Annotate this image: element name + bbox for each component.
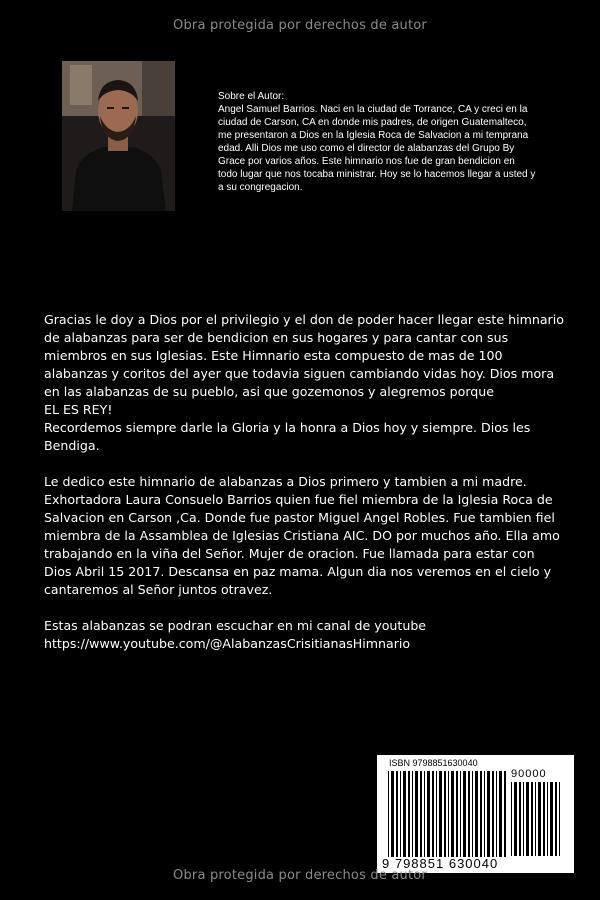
author-photo <box>62 61 175 211</box>
addon-barcode-bars-icon <box>511 782 563 856</box>
back-cover-text <box>44 311 564 653</box>
watermark-top: Obra protegida por derechos de autor <box>173 18 427 33</box>
isbn-barcode <box>377 755 574 873</box>
author-heading: Sobre el Autor: <box>218 91 285 102</box>
isbn-label: ISBN 9798851630040 <box>389 758 478 768</box>
barcode-bars-icon <box>388 771 506 857</box>
price-code: 90000 <box>511 768 547 780</box>
author-bio-text: Angel Samuel Barrios. Naci en la ciudad de Torrance, CA y creci en la ciudad de Carson, CA en donde mis padres, de origen Guatemalteco, me presentaron a Dios en la Iglesia Roca de Salvacion a mi temprana edad. Alli Dios me uso como el director de alabanzas del Grupo By Grace por varios años. Este himnario nos fue de gran bendicion en todo lugar que nos tocaba ministrar. Hoy se lo hacemos llegar a usted y a su congregacion. <box>218 104 536 193</box>
gratitude-emphasis: EL ES REY! <box>44 402 113 417</box>
isbn-digits: 9 798851 630040 <box>382 856 499 871</box>
gratitude-closing: Recordemos siempre darle la Gloria y la honra a Dios hoy y siempre. Dios les Bendiga. <box>44 420 531 453</box>
youtube-link[interactable]: https://www.youtube.com/@AlabanzasCrisitianasHimnario <box>44 636 411 651</box>
author-bio <box>218 90 536 194</box>
gratitude-paragraph: Gracias le doy a Dios por el privilegio y el don de poder hacer llegar este himnario de alabanzas para ser de bendicion en sus hogares y para cantar con sus miembros en sus Iglesias. Este Himnario esta compuesto de mas de 100 alabanzas y coritos del ayer que todavia siguen cambiando vidas hoy. Dios mora en las alabanzas de su pueblo, asi que gozemonos y alegremos porque <box>44 312 564 399</box>
youtube-paragraph: Estas alabanzas se podran escuchar en mi canal de youtube <box>44 618 427 633</box>
dedication-paragraph: Le dedico este himnario de alabanzas a Dios primero y tambien a mi madre. Exhortadora Laura Consuelo Barrios quien fue fiel miembra de la Iglesia Roca de Salvacion en Carson ,Ca. Donde fue pastor Miguel Angel Robles. Fue tambien fiel miembra de la Assamblea de Iglesias Cristiana AIC. DO por muchos año. Ella amo trabajando en la viña del Señor. Mujer de oracion. Fue llamada para estar con Dios Abril 15 2017. Descansa en paz mama. Algun dia nos veremos en el cielo y cantaremos al Señor juntos otravez. <box>44 474 560 597</box>
watermark-bottom: Obra protegida por derechos de autor <box>173 868 427 883</box>
